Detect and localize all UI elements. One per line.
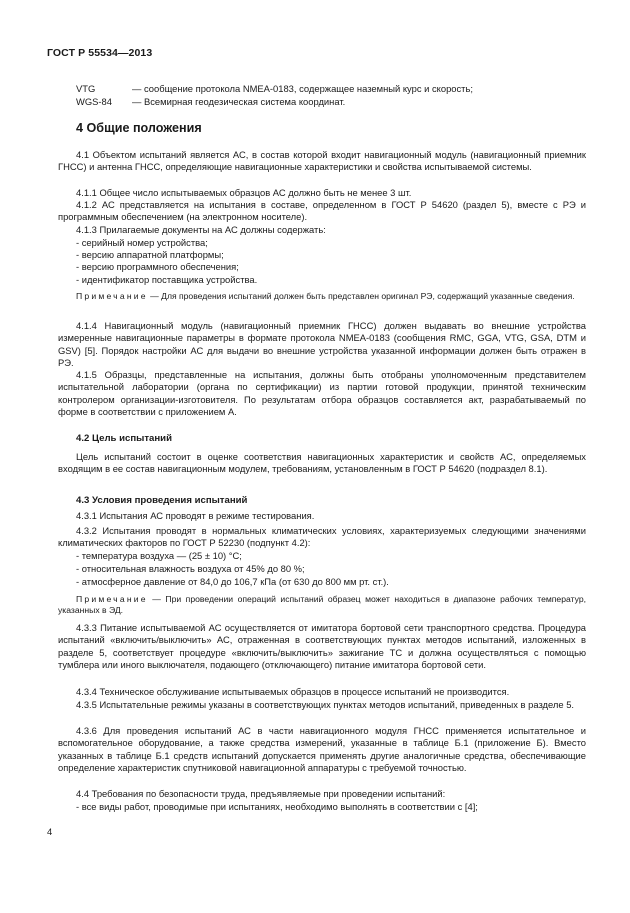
note [58, 594, 586, 617]
paragraph-4-2: Цель испытаний состоит в оценке соответствия навигационных характеристик и свойств АС, определяемых входящим в ее состав навигационным модулем, требованиям, установленным в ГОСТ Р 54620 (подраздел 8.1). [58, 451, 586, 475]
paragraph-4-1-4: 4.1.4 Навигационный модуль (навигационный приемник ГНСС) должен выдавать во внешние устройства измеренные навигационные параметры в формате протокола NMEA-0183 (сообщения RMC, GGA, VTG, GSA, DTM и GSV) [5]. Порядок настройки АС для выдачи во внешние устройства указанной информации должен быть отражен в РЭ. [58, 320, 586, 369]
paragraph-4-1-1: 4.1.1 Общее число испытываемых образцов АС должно быть не менее 3 шт. [76, 187, 412, 198]
paragraph-4-1-2: 4.1.2 АС представляется на испытания в составе, определенном в ГОСТ Р 54620 (раздел 5), вместе с РЭ и программным обеспечением (на электронном носителе). [58, 199, 586, 223]
paragraph-4-4: 4.4 Требования по безопасности труда, предъявляемые при проведении испытаний: [76, 788, 446, 799]
paragraph-4-1: 4.1 Объектом испытаний является АС, в состав которой входит навигационный модуль (навигационный приемник ГНСС) и антенна ГНСС, определяющие навигационные характеристики и свойства испытываемой системы. [58, 149, 586, 173]
note [58, 291, 586, 302]
list-item: - идентификатор поставщика устройства. [76, 274, 258, 285]
paragraph-4-1-5: 4.1.5 Образцы, представленные на испытания, должны быть отобраны уполномоченным представителем испытательной лаборатории (органа по сертификации) из партии готовой продукции, принятой техническим контролером организации-изготовителя. По результатам отбора образцов составляется акт, разрабатываемый по форме в соответствии с приложением А. [58, 369, 586, 418]
abbreviation-row [76, 95, 345, 108]
list-item: - серийный номер устройства; [76, 237, 208, 248]
list-item: - версию программного обеспечения; [76, 261, 239, 272]
subsection-title: 4.3 Условия проведения испытаний [76, 495, 248, 506]
note-text: — Для проведения испытаний должен быть представлен оригинал РЭ, содержащий указанные сведения. [147, 291, 575, 301]
abbreviation-term: VTG [76, 83, 96, 94]
note-label: Примечание [76, 594, 148, 604]
note-text: — При проведении операций испытаний образец может находиться в диапазоне рабочих температур, указанных в ЭД. [58, 594, 586, 616]
abbreviation-term: WGS-84 [76, 96, 112, 107]
paragraph-4-3-4: 4.3.4 Техническое обслуживание испытываемых образцов в процессе испытаний не производится. [76, 686, 510, 697]
paragraph-4-3-2: 4.3.2 Испытания проводят в нормальных климатических условиях, характеризуемых следующими значениями климатических факторов по ГОСТ Р 52230 (подпункт 4.2): [58, 525, 586, 549]
paragraph-4-1-3: 4.1.3 Прилагаемые документы на АС должны содержать: [76, 224, 326, 235]
abbreviation-definition: — сообщение протокола NMEA-0183, содержащее наземный курс и скорость; [132, 83, 473, 94]
section-title: 4 Общие положения [76, 121, 202, 135]
list-item: - версию аппаратной платформы; [76, 249, 224, 260]
standard-header: ГОСТ Р 55534—2013 [47, 47, 153, 59]
abbreviation-definition: — Всемирная геодезическая система координат. [132, 96, 346, 107]
paragraph-4-3-6: 4.3.6 Для проведения испытаний АС в части навигационного модуля ГНСС применяется испытательное и вспомогательное оборудование, а также средства измерений, указанные в таблице Б.1 (приложение Б). Вместо указанных в таблице Б.1 средств испытаний допускается применять другие аналогичные средства, обеспечивающие определение характеристик спутниковой навигационной аппаратуры с требуемой точностью. [58, 725, 586, 774]
paragraph-4-3-5: 4.3.5 Испытательные режимы указаны в соответствующих пунктах методов испытаний, приведенных в разделе 5. [76, 699, 575, 710]
note-label: Примечание [76, 291, 148, 301]
page-number: 4 [47, 826, 53, 837]
paragraph-4-3-1: 4.3.1 Испытания АС проводят в режиме тестирования. [76, 510, 315, 521]
paragraph-4-3-3: 4.3.3 Питание испытываемой АС осуществляется от имитатора бортовой сети транспортного средства. Процедура испытаний «включить/выключить» АС, отраженная в соответствующих пунктах методов испытаний, изложенных в разделе 5, соответствует процедуре «включить/выключить» зажигание ТС и должна осуществляться с помощью тумблера или иного выключателя, подающего (отключающего) питание имитатора бортовой сети. [58, 622, 586, 671]
list-item: - все виды работ, проводимые при испытаниях, необходимо выполнять в соответствии с [4]; [76, 801, 478, 812]
subsection-title: 4.2 Цель испытаний [76, 433, 172, 444]
list-item: - относительная влажность воздуха от 45% до 80 %; [76, 563, 305, 574]
list-item: - атмосферное давление от 84,0 до 106,7 кПа (от 630 до 800 мм рт. ст.). [76, 576, 389, 587]
abbreviation-row [76, 82, 473, 95]
list-item: - температура воздуха — (25 ± 10) °С; [76, 550, 242, 561]
